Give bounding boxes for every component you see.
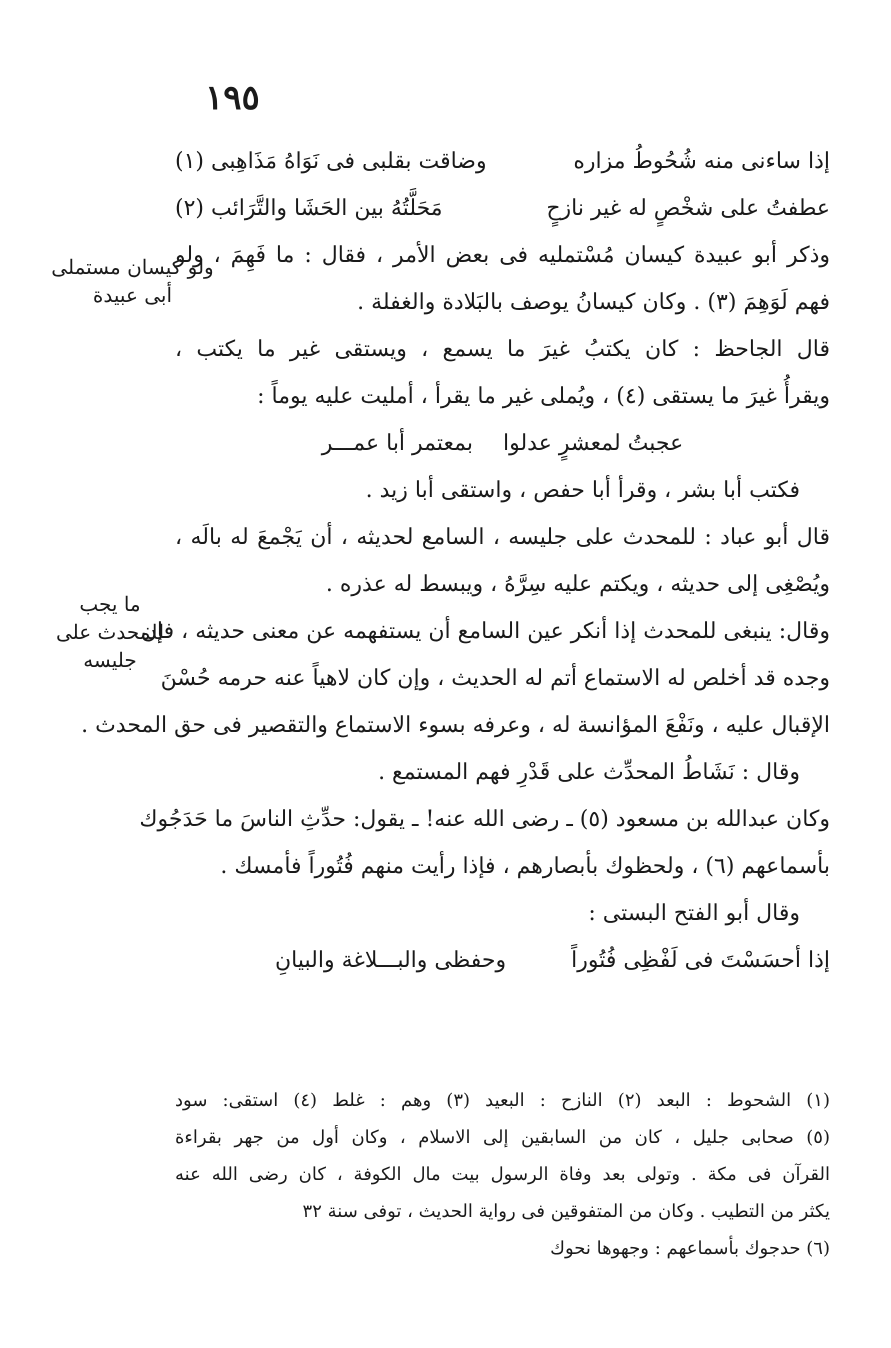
verse-hemistich: بمعتمر أبا عمـــر	[321, 431, 473, 456]
text-line: قال الجاحظ : كان يكتبُ غيرَ ما يسمع ، ويستقى غير ما يكتب ،	[175, 337, 831, 362]
text-line: ويقرأُ غيرَ ما يستقى (٤) ، ويُملى غير ما يقرأ ، أمليت عليه يوماً :	[257, 384, 830, 409]
text-line: وقال : نَشَاطُ المحدِّث على قَدْرِ فهم المستمع .	[378, 760, 800, 785]
verse-line	[175, 185, 830, 232]
text-line: وجده قد أخلص له الاستماع أتم له الحديث ، وإن كان لاهياً عنه حرمه حُسْنَ	[160, 666, 830, 691]
footnote-line: (٥) صحابى جليل ، كان من السابقين إلى الاسلام ، وكان أول من جهر بقراءة	[175, 1127, 830, 1148]
text-line: الإقبال عليه ، ونَفْعَ المؤانسة له ، وعرفه بسوء الاستماع والتقصير فى حق المحدث .	[81, 713, 830, 738]
margin-note-line: أبى عبيدة	[92, 283, 173, 307]
verse-hemistich: وحفظى والبـــلاغة والبيانِ	[275, 948, 507, 973]
text-line: قال أبو عباد : للمحدث على جليسه ، السامع لحديثه ، أن يَجْمعَ له بالَه ،	[175, 525, 830, 550]
verse-line	[175, 138, 830, 185]
verse-hemistich: مَحَلَّتُهُ بين الحَشَا والتَّرَائب (٢)	[175, 196, 443, 221]
text-line: بأسماعهم (٦) ، ولحظوك بأبصارهم ، فإذا رأيت منهم فُتُوراً فأمسك .	[220, 854, 830, 879]
footnote-line: (٦) حدجوك بأسماعهم : وجهوها نحوك	[550, 1238, 830, 1259]
margin-note-line: ولو كيسان مستملى	[51, 255, 214, 279]
page-number: ١٩٥	[205, 78, 260, 118]
margin-note-line: ما يجب	[79, 592, 141, 616]
footnote-line: يكثر من التطيب . وكان من المتفوقين فى رواية الحديث ، توفى سنة ٣٢	[302, 1201, 830, 1222]
text-line: وذكر أبو عبيدة كيسان مُسْتمليه فى بعض الأمر ، فقال : ما فَهِمَ ، ولو	[175, 243, 830, 268]
text-line: وقال أبو الفتح البستى :	[588, 901, 800, 926]
text-line: ويُصْغِى إلى حديثه ، ويكتم عليه سِرَّهُ ، ويبسط له عذره .	[325, 572, 830, 597]
verse-hemistich: عطفتُ على شخْصٍ له غير نازحٍ	[546, 196, 830, 221]
verse-hemistich: إذا أحسَسْتَ فى لَفْظِى فُتُوراً	[571, 948, 830, 973]
text-line: فكتب أبا بشر ، وقرأ أبا حفص ، واستقى أبا زيد .	[365, 478, 800, 503]
text-line: فهم لَوَهِمَ (٣) . وكان كيسانُ يوصف بالبَلادة والغفلة .	[357, 290, 830, 315]
margin-note-line: جليسه	[83, 648, 137, 672]
verse-hemistich: إذا ساءنى منه شُحُوطُ مزاره	[573, 149, 830, 174]
verse-line	[175, 937, 830, 984]
margin-note-line: للمحدث على	[55, 620, 165, 644]
footnote-line: القرآن فى مكة . وتولى بعد وفاة الرسول بيت مال الكوفة ، كان رضى الله عنه	[175, 1164, 830, 1185]
verse-hemistich: وضاقت بقلبى فى نَوَاهُ مَذَاهِبى (١)	[175, 149, 487, 174]
footnotes	[175, 1082, 830, 1267]
text-line: وقال: ينبغى للمحدث إذا أنكر عين السامع أن يستفهمه عن معنى حديثه ، فإن	[140, 619, 830, 644]
verse-line	[175, 420, 830, 467]
verse-hemistich: عجبتُ لمعشرٍ عدلوا	[503, 431, 684, 456]
footnote-line: (١) الشحوط : البعد (٢) النازح : البعيد (٣) وهم : غلط (٤) استقى: سود	[175, 1090, 830, 1111]
text-line: وكان عبدالله بن مسعود (٥) ـ رضى الله عنه! ـ يقول: حدِّثِ الناسَ ما حَدَجُوك	[139, 807, 830, 832]
